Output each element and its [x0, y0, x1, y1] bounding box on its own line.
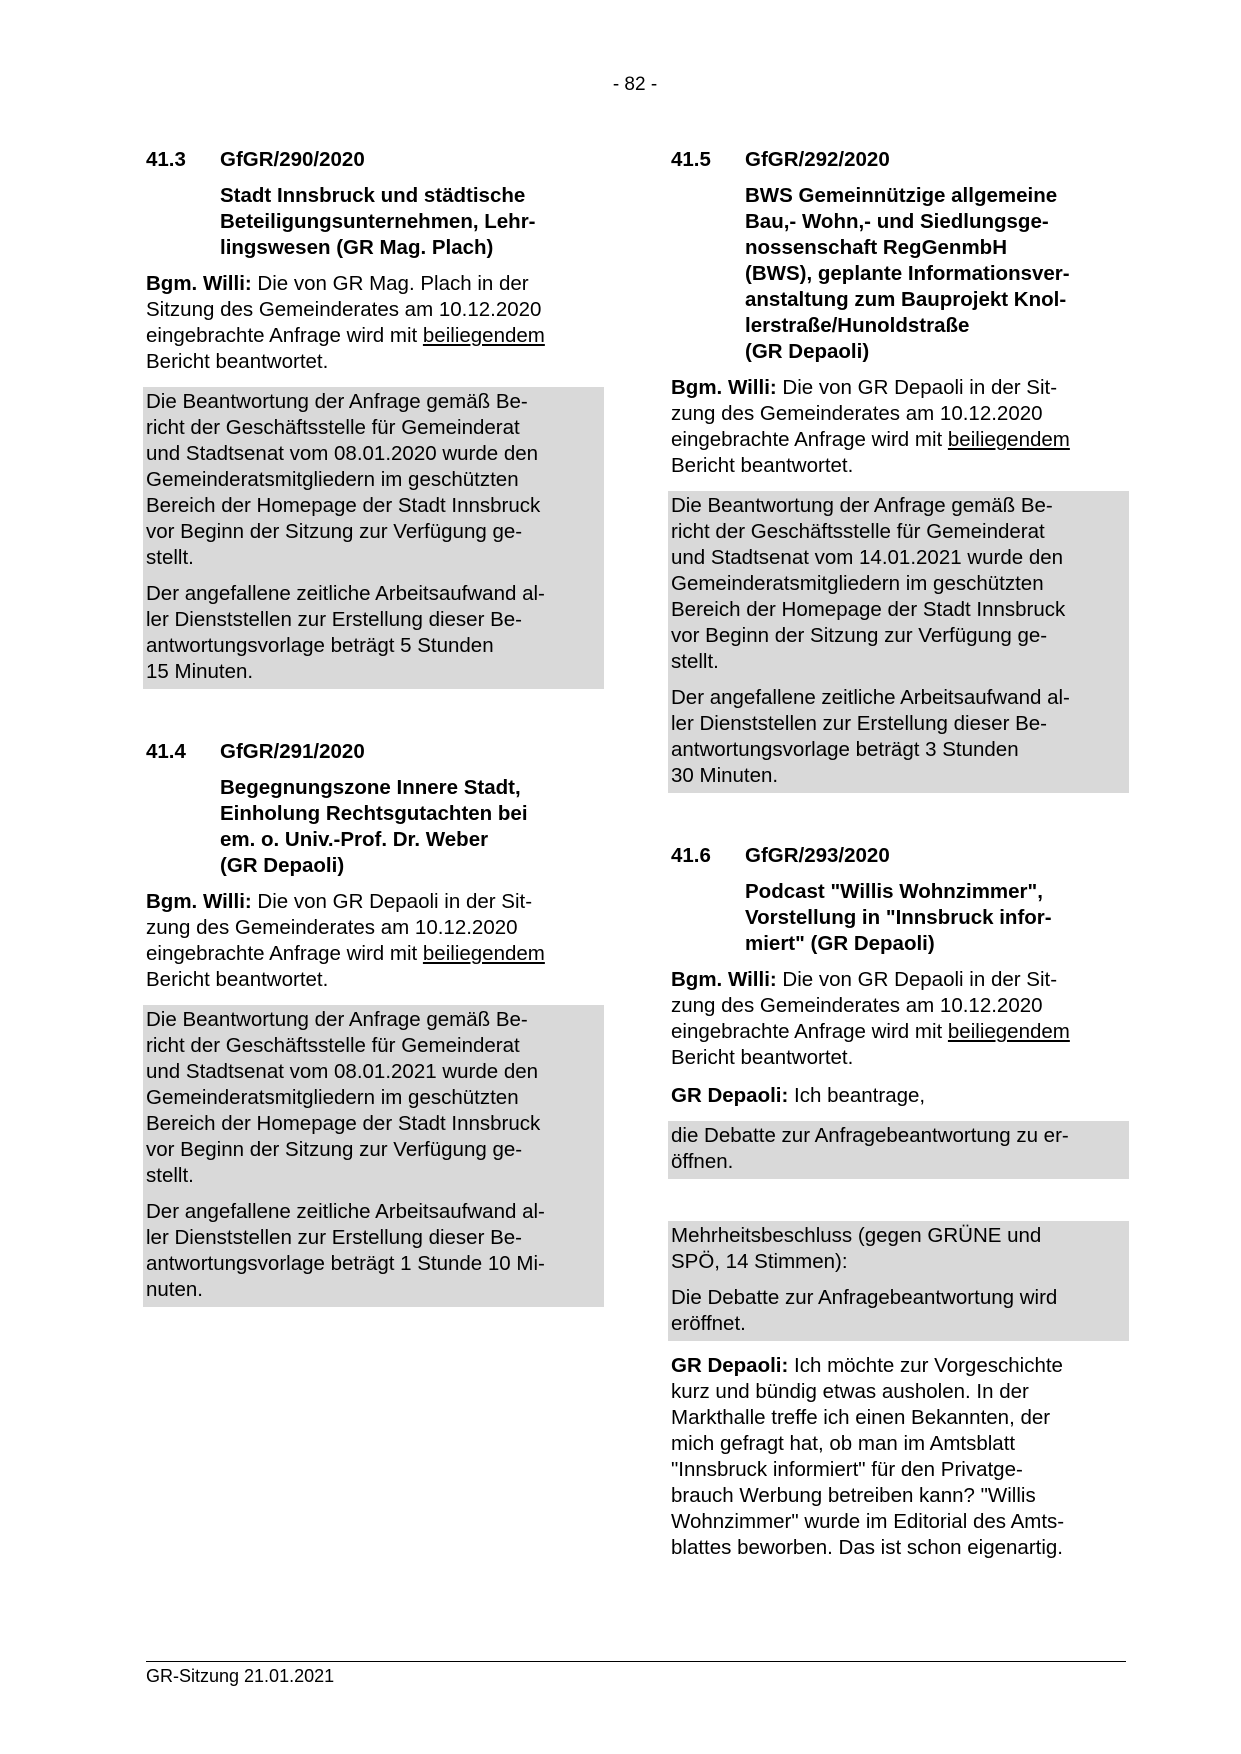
text-line: richt der Geschäftsstelle für Gemeinderat: [671, 520, 1045, 543]
text-line: zung des Gemeinderates am 10.12.2020: [671, 402, 1043, 425]
section-code: GfGR/291/2020: [220, 740, 365, 763]
text-line: antwortungsvorlage beträgt 1 Stunde 10 Mi-: [146, 1252, 545, 1275]
text-line: Die Beantwortung der Anfrage gemäß Be-: [146, 1008, 528, 1031]
text-line: SPÖ, 14 Stimmen):: [671, 1250, 848, 1273]
decision-box: [668, 1221, 1129, 1341]
text-line: blattes beworben. Das ist schon eigenartig.: [671, 1536, 1064, 1559]
text-line: vor Beginn der Sitzung zur Verfügung ge-: [671, 624, 1048, 647]
text-line: zung des Gemeinderates am 10.12.2020: [671, 994, 1043, 1017]
answer-paragraph: [146, 1007, 601, 1189]
report-link[interactable]: beiliegendem: [947, 1020, 1070, 1043]
text-line: 15 Minuten.: [146, 660, 254, 683]
section-header-41-5: [671, 147, 1129, 173]
text-line: Gemeinderatsmitgliedern im geschützten: [146, 1086, 519, 1109]
title-line: lingswesen (GR Mag. Plach): [220, 236, 494, 259]
section-number: 41.3: [146, 148, 186, 171]
speaker-label: GR Depaoli:: [671, 1354, 789, 1377]
text-line: Wohnzimmer" wurde im Editorial des Amts-: [671, 1510, 1065, 1533]
text-line: Gemeinderatsmitgliedern im geschützten: [146, 468, 519, 491]
text-line: stellt.: [671, 650, 719, 673]
mayor-statement: [146, 271, 604, 375]
text-line: antwortungsvorlage beträgt 5 Stunden: [146, 634, 494, 657]
answer-box: [143, 387, 604, 689]
title-line: em. o. Univ.-Prof. Dr. Weber: [220, 828, 489, 851]
text-line: eingebrachte Anfrage wird mit: [671, 428, 948, 451]
section-code: GfGR/293/2020: [745, 844, 890, 867]
text-line: Bereich der Homepage der Stadt Innsbruck: [146, 1112, 541, 1135]
effort-paragraph: [671, 685, 1126, 789]
footer-rule: [146, 1661, 1126, 1662]
text-line: öffnen.: [671, 1150, 734, 1173]
text-line: die Debatte zur Anfragebeantwortung zu er-: [671, 1124, 1069, 1147]
speaker-label: Bgm. Willi:: [146, 890, 252, 913]
text-line: Ich beantrage,: [788, 1084, 926, 1107]
request-paragraph: [671, 1123, 1126, 1175]
text-line: ler Dienststellen zur Erstellung dieser Be-: [146, 608, 522, 631]
text-line: brauch Werbung betreiben kann? "Willis: [671, 1484, 1036, 1507]
title-line: Beteiligungsunternehmen, Lehr-: [220, 210, 536, 233]
text-line: Die Debatte zur Anfragebeantwortung wird: [671, 1286, 1058, 1309]
section-code: GfGR/292/2020: [745, 148, 890, 171]
request-statement: [671, 1083, 1129, 1109]
text-line: "Innsbruck informiert" für den Privatge-: [671, 1458, 1023, 1481]
title-line: nossenschaft RegGenmbH: [745, 236, 1007, 259]
answer-paragraph: [671, 493, 1126, 675]
text-line: Bericht beantwortet.: [146, 968, 329, 991]
text-line: Bericht beantwortet.: [671, 454, 854, 477]
title-line: (GR Depaoli): [745, 340, 870, 363]
text-line: vor Beginn der Sitzung zur Verfügung ge-: [146, 1138, 523, 1161]
title-line: Vorstellung in "Innsbruck infor-: [745, 906, 1052, 929]
text-line: mich gefragt hat, ob man im Amtsblatt: [671, 1432, 1016, 1455]
section-header-41-6: [671, 843, 1129, 869]
text-line: Bereich der Homepage der Stadt Innsbruck: [671, 598, 1066, 621]
text-line: 30 Minuten.: [671, 764, 779, 787]
text-line: Bereich der Homepage der Stadt Innsbruck: [146, 494, 541, 517]
text-line: eröffnet.: [671, 1312, 746, 1335]
text-line: Die von GR Mag. Plach in der: [251, 272, 529, 295]
text-line: eingebrachte Anfrage wird mit: [146, 324, 423, 347]
text-line: Die Beantwortung der Anfrage gemäß Be-: [146, 390, 528, 413]
title-line: Begegnungszone Innere Stadt,: [220, 776, 521, 799]
text-line: Bericht beantwortet.: [146, 350, 329, 373]
text-line: eingebrachte Anfrage wird mit: [146, 942, 423, 965]
answer-box: [143, 1005, 604, 1307]
text-line: eingebrachte Anfrage wird mit: [671, 1020, 948, 1043]
mayor-statement: [671, 375, 1129, 479]
text-line: Ich möchte zur Vorgeschichte: [788, 1354, 1063, 1377]
effort-paragraph: [146, 1199, 601, 1303]
text-line: ler Dienststellen zur Erstellung dieser Be-: [146, 1226, 522, 1249]
request-box: [668, 1121, 1129, 1179]
text-line: und Stadtsenat vom 08.01.2021 wurde den: [146, 1060, 539, 1083]
text-line: nuten.: [146, 1278, 203, 1301]
section-title-41-5: [745, 183, 1129, 365]
text-line: Die von GR Depaoli in der Sit-: [776, 968, 1058, 991]
text-line: Die von GR Depaoli in der Sit-: [251, 890, 533, 913]
title-line: Podcast "Willis Wohnzimmer",: [745, 880, 1043, 903]
mayor-statement: [671, 967, 1129, 1071]
text-line: ler Dienststellen zur Erstellung dieser Be-: [671, 712, 1047, 735]
text-line: Der angefallene zeitliche Arbeitsaufwand al-: [146, 582, 545, 605]
report-link[interactable]: beiliegendem: [422, 324, 545, 347]
title-line: (BWS), geplante Informationsver-: [745, 262, 1070, 285]
text-line: antwortungsvorlage beträgt 3 Stunden: [671, 738, 1019, 761]
speaker-label: Bgm. Willi:: [671, 968, 777, 991]
speaker-label: Bgm. Willi:: [146, 272, 252, 295]
text-line: stellt.: [146, 1164, 194, 1187]
decision-paragraph: [671, 1223, 1126, 1275]
title-line: anstaltung zum Bauprojekt Knol-: [745, 288, 1067, 311]
title-line: (GR Depaoli): [220, 854, 345, 877]
speech-paragraph: [671, 1353, 1129, 1561]
mayor-statement: [146, 889, 604, 993]
text-line: richt der Geschäftsstelle für Gemeinderat: [146, 416, 520, 439]
decision-result: [671, 1285, 1126, 1337]
section-code: GfGR/290/2020: [220, 148, 365, 171]
text-line: kurz und bündig etwas ausholen. In der: [671, 1380, 1029, 1403]
section-title-41-6: [745, 879, 1129, 957]
section-header-41-4: [146, 739, 604, 765]
section-title-41-3: [220, 183, 604, 261]
title-line: BWS Gemeinnützige allgemeine: [745, 184, 1058, 207]
section-header-41-3: [146, 147, 604, 173]
text-line: Der angefallene zeitliche Arbeitsaufwand al-: [671, 686, 1070, 709]
title-line: Stadt Innsbruck und städtische: [220, 184, 526, 207]
effort-paragraph: [146, 581, 601, 685]
title-line: lerstraße/Hunoldstraße: [745, 314, 970, 337]
text-line: Die Beantwortung der Anfrage gemäß Be-: [671, 494, 1053, 517]
footer-text: GR-Sitzung 21.01.2021: [146, 1666, 335, 1686]
title-line: Einholung Rechtsgutachten bei: [220, 802, 528, 825]
text-line: Gemeinderatsmitgliedern im geschützten: [671, 572, 1044, 595]
answer-box: [668, 491, 1129, 793]
section-title-41-4: [220, 775, 604, 879]
page-number: - 82 -: [612, 74, 658, 95]
title-line: Bau,- Wohn,- und Siedlungsge-: [745, 210, 1049, 233]
text-line: Markthalle treffe ich einen Bekannten, der: [671, 1406, 1051, 1429]
text-line: vor Beginn der Sitzung zur Verfügung ge-: [146, 520, 523, 543]
text-line: und Stadtsenat vom 08.01.2020 wurde den: [146, 442, 539, 465]
answer-paragraph: [146, 389, 601, 571]
section-number: 41.4: [146, 740, 186, 763]
text-line: und Stadtsenat vom 14.01.2021 wurde den: [671, 546, 1064, 569]
section-number: 41.5: [671, 148, 711, 171]
text-line: Die von GR Depaoli in der Sit-: [776, 376, 1058, 399]
speaker-label: Bgm. Willi:: [671, 376, 777, 399]
text-line: Bericht beantwortet.: [671, 1046, 854, 1069]
speaker-label: GR Depaoli:: [671, 1084, 789, 1107]
text-line: Der angefallene zeitliche Arbeitsaufwand al-: [146, 1200, 545, 1223]
text-line: richt der Geschäftsstelle für Gemeinderat: [146, 1034, 520, 1057]
text-line: Sitzung des Gemeinderates am 10.12.2020: [146, 298, 542, 321]
text-line: stellt.: [146, 546, 194, 569]
title-line: miert" (GR Depaoli): [745, 932, 935, 955]
section-number: 41.6: [671, 844, 711, 867]
report-link[interactable]: beiliegendem: [422, 942, 545, 965]
right-column: [671, 147, 1129, 1573]
text-line: Mehrheitsbeschluss (gegen GRÜNE und: [671, 1224, 1042, 1247]
left-column: [146, 147, 604, 1319]
report-link[interactable]: beiliegendem: [947, 428, 1070, 451]
text-line: zung des Gemeinderates am 10.12.2020: [146, 916, 518, 939]
